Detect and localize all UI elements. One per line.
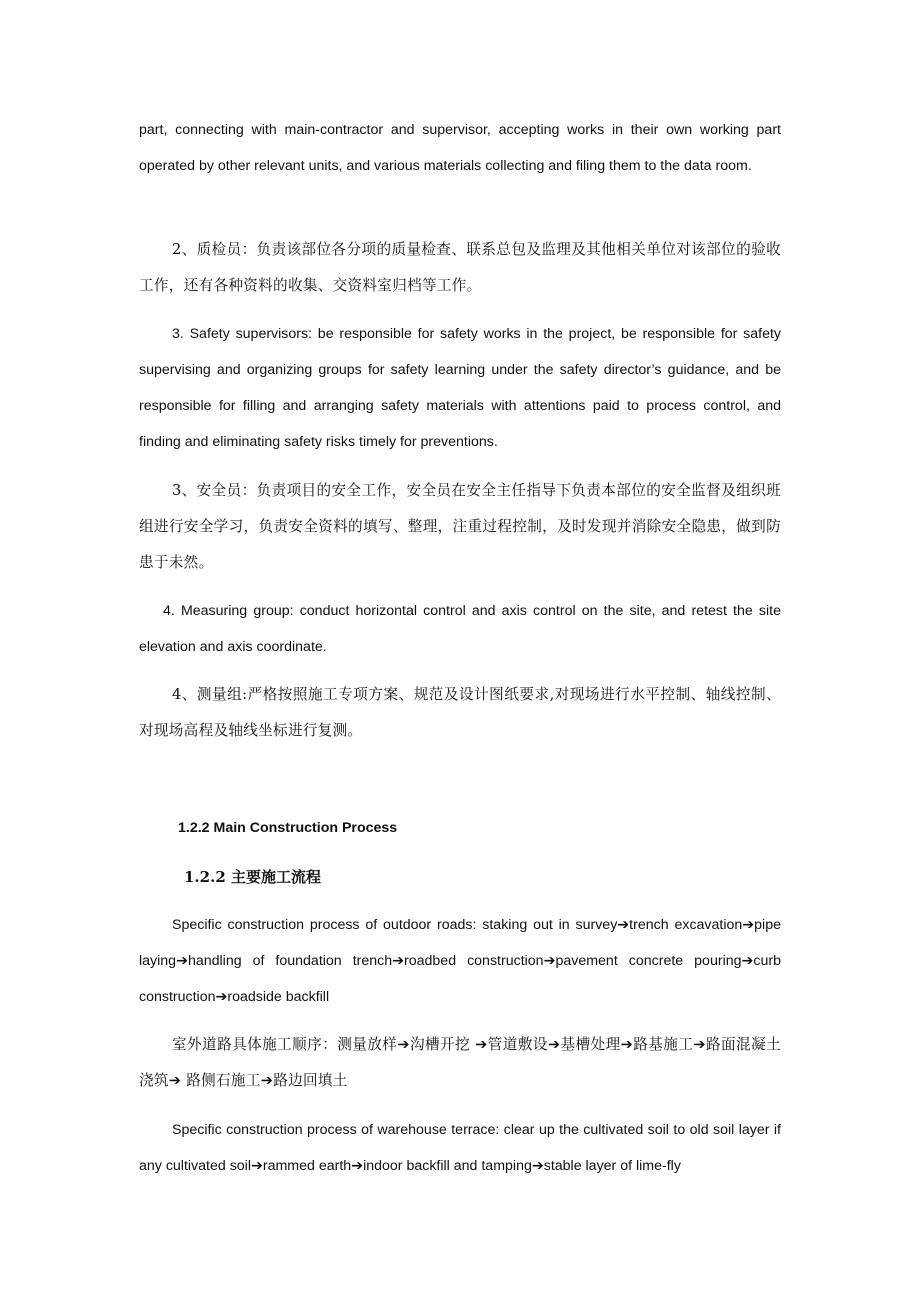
paragraph-outdoor-roads-en: Specific construction process of outdoor roads: staking out in survey➔trench excavation➔pipe laying➔handling of foundation trench➔roadbed construction➔pavement concrete pouring➔curb construction➔roadside backfill [139, 917, 781, 1005]
paragraph-safety-officer-cn: 3、安全员：负责项目的安全工作，安全员在安全主任指导下负责本部位的安全监督及组织班组进行安全学习，负责安全资料的填写、整理，注重过程控制，及时发现并消除安全隐患，做到防患于未然。 [139, 482, 781, 571]
section-heading-en: 1.2.2 Main Construction Process [178, 820, 398, 836]
paragraph-outdoor-roads-cn: 室外道路具体施工顺序：测量放样➔沟槽开挖 ➔管道敷设➔基槽处理➔路基施工➔路面混凝土浇筑➔ 路侧石施工➔路边回填土 [139, 1036, 781, 1089]
paragraph-quality-inspector-cn: 2、质检员：负责该部位各分项的质量检查、联系总包及监理及其他相关单位对该部位的验收工作，还有各种资料的收集、交资料室归档等工作。 [139, 241, 781, 294]
section-heading-cn: 1.2.2 主要施工流程 [184, 868, 321, 886]
paragraph-safety-supervisors-en: 3. Safety supervisors: be responsible for safety works in the project, be responsible for safety supervising and organizing groups for safety learning under the safety director’s guidance, and be responsible for filling and arranging safety materials with attentions paid to process control, and finding and eliminating safety risks timely for preventions. [139, 326, 781, 450]
paragraph-measuring-group-cn: 4、测量组:严格按照施工专项方案、规范及设计图纸要求,对现场进行水平控制、轴线控制、对现场高程及轴线坐标进行复测。 [139, 686, 781, 739]
paragraph-responsibilities-continued: part, connecting with main-contractor and supervisor, accepting works in their own working part operated by other relevant units, and various materials collecting and filing them to the data room. [139, 122, 781, 174]
paragraph-warehouse-terrace-en: Specific construction process of warehouse terrace: clear up the cultivated soil to old soil layer if any cultivated soil➔rammed earth➔indoor backfill and tamping➔stable layer of lime-fly [139, 1122, 781, 1174]
paragraph-measuring-group-en: 4. Measuring group: conduct horizontal control and axis control on the site, and retest the site elevation and axis coordinate. [139, 603, 781, 655]
